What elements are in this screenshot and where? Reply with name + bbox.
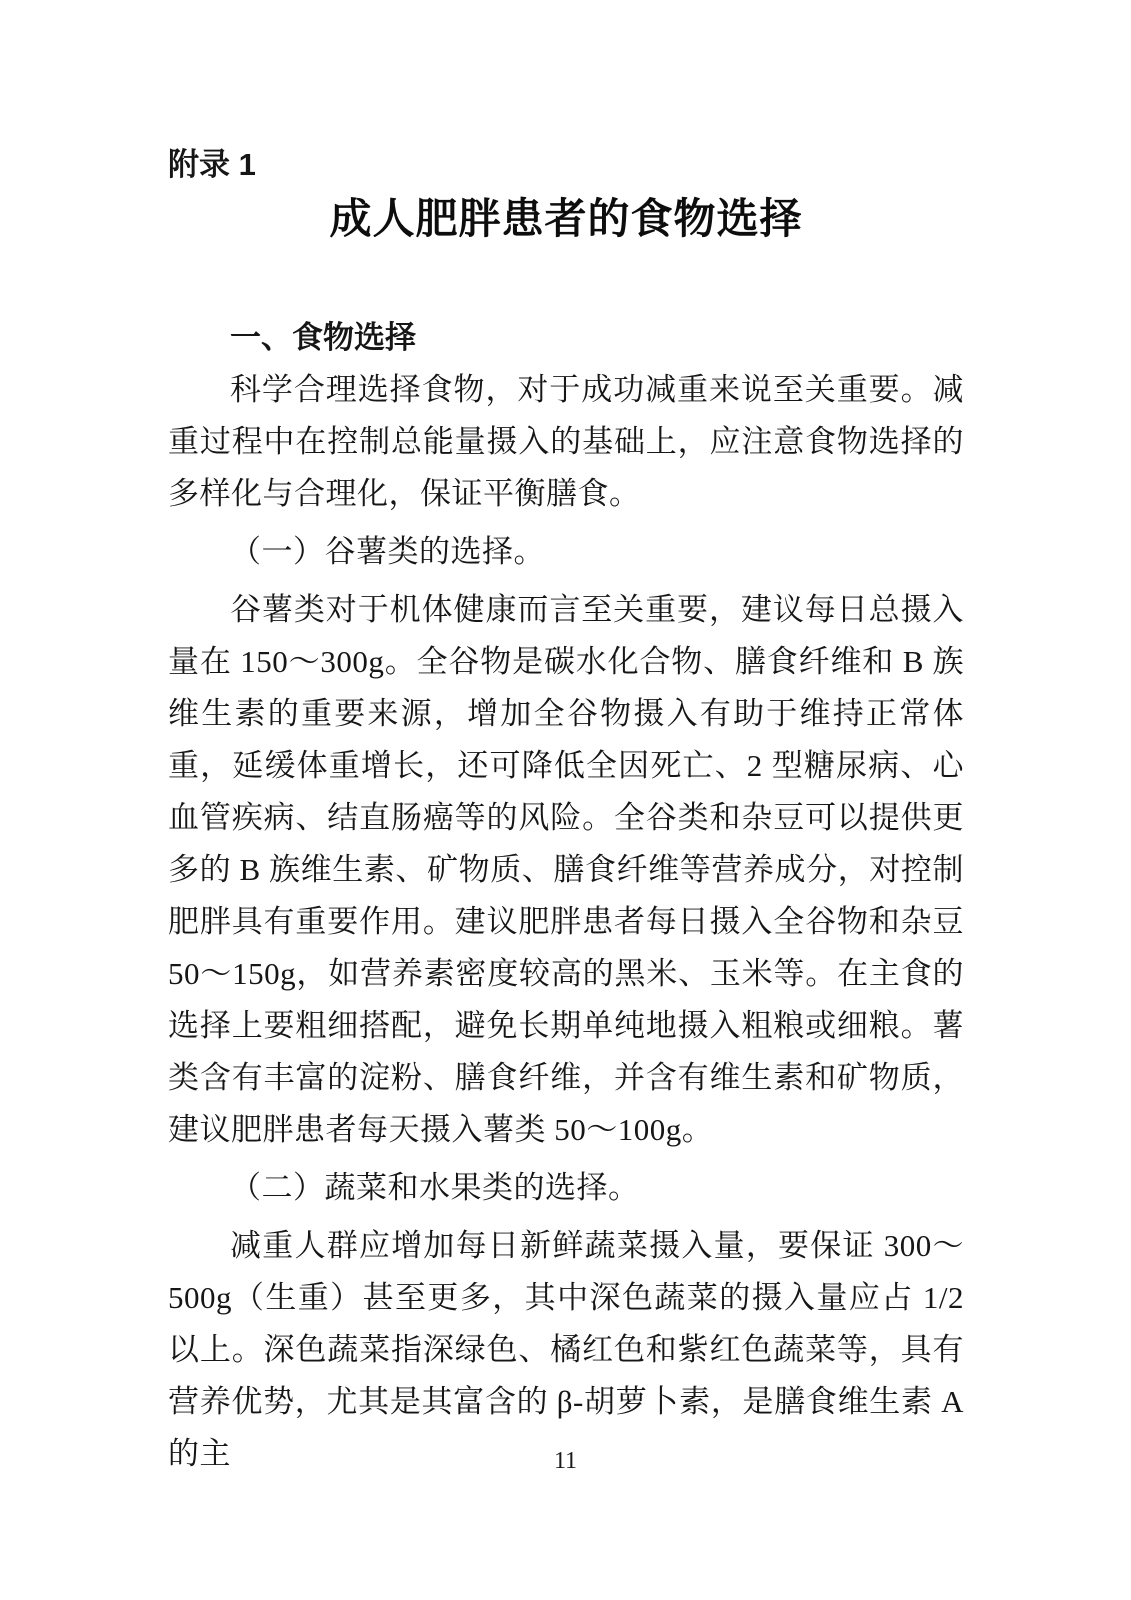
paragraph-food-selection-intro: 科学合理选择食物，对于成功减重来说至关重要。减重过程中在控制总能量摄入的基础上，应注意食物选择的多样化与合理化，保证平衡膳食。: [168, 372, 964, 511]
appendix-label: 附录 1: [168, 147, 256, 182]
subheading-grain-tuber: （一）谷薯类的选择。: [230, 534, 545, 569]
page-title: 成人肥胖患者的食物选择: [329, 197, 803, 243]
subheading-vegetable-fruit: （二）蔬菜和水果类的选择。: [230, 1170, 640, 1205]
section-heading: 一、食物选择: [230, 320, 416, 355]
paragraph-vegetable-fruit: 减重人群应增加每日新鲜蔬菜摄入量，要保证 300～500g（生重）甚至更多，其中深色蔬菜的摄入量应占 1/2 以上。深色蔬菜指深绿色、橘红色和紫红色蔬菜等，具有营养优势，尤其是其富含的 β-胡萝卜素，是膳食维生素 A 的主: [168, 1228, 964, 1471]
paragraph-grain-tuber: 谷薯类对于机体健康而言至关重要，建议每日总摄入量在 150～300g。全谷物是碳水化合物、膳食纤维和 B 族维生素的重要来源，增加全谷物摄入有助于维持正常体重，延缓体重增长，还可降低全因死亡、2 型糖尿病、心血管疾病、结直肠癌等的风险。全谷类和杂豆可以提供更多的 B 族维生素、矿物质、膳食纤维等营养成分，对控制肥胖具有重要作用。建议肥胖患者每日摄入全谷物和杂豆 50～150g，如营养素密度较高的黑米、玉米等。在主食的选择上要粗细搭配，避免长期单纯地摄入粗粮或细粮。薯类含有丰富的淀粉、膳食纤维，并含有维生素和矿物质，建议肥胖患者每天摄入薯类 50～100g。: [168, 592, 964, 1147]
page-number: 11: [553, 1448, 578, 1474]
page-content: [168, 146, 964, 1480]
